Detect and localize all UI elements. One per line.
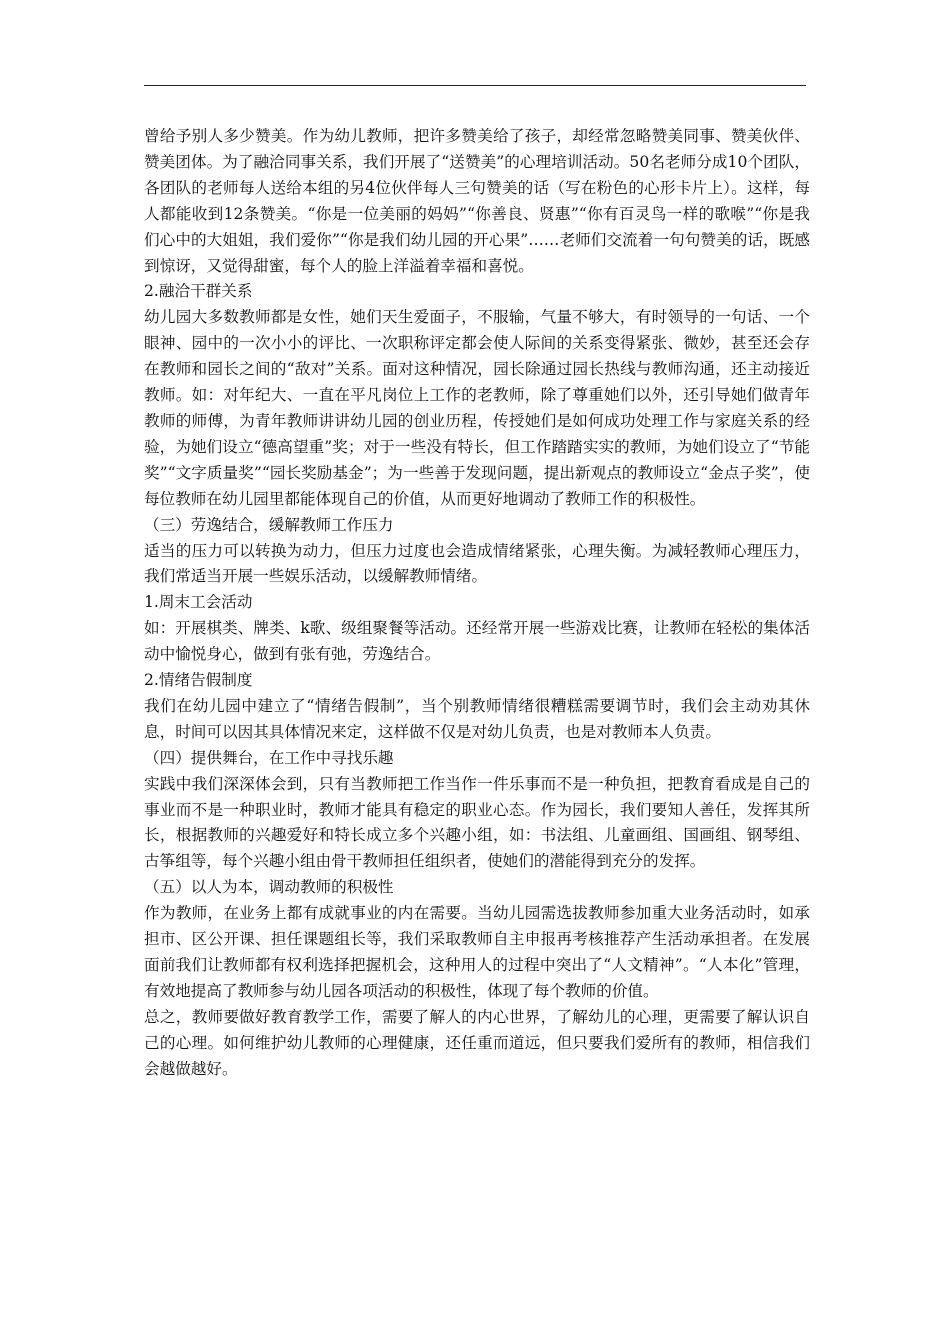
paragraph-praise-activity: 曾给予别人多少赞美。作为幼儿教师，把许多赞美给了孩子，却经常忽略赞美同事、赞美伙伴、赞美团体。为了融洽同事关系，我们开展了“送赞美”的心理培训活动。50名老师分成10个团队，各团队的老师每人送给本组的另4位伙伴每人三句赞美的话（写在粉色的心形卡片上）。这样，每人都能收到12条赞美。“你是一位美丽的妈妈”“你善良、贤惠”“你有百灵鸟一样的歌喉”“你是我们心中的大姐姐，我们爱你”“你是我们幼儿园的开心果”……老师们交流着一句句赞美的话，既感到惊讶，又觉得甜蜜，每个人的脸上洋溢着幸福和喜悦。 xyxy=(144,127,810,275)
header-rule xyxy=(144,85,806,86)
subheading-weekend-activities: 1.周末工会活动 xyxy=(144,593,253,612)
paragraph-conclusion: 总之，教师要做好教育教学工作，需要了解人的内心世界，了解幼儿的心理，更需要了解认识自己的心理。如何维护幼儿教师的心理健康，还任重而道远，但只要我们爱所有的教师，相信我们会越做越好。 xyxy=(144,1007,810,1078)
section-heading-stage: （四）提供舞台，在工作中寻找乐趣 xyxy=(144,748,394,767)
section-heading-work-pressure: （三）劳逸结合，缓解教师工作压力 xyxy=(144,515,394,534)
paragraph-work-pressure: 适当的压力可以转换为动力，但压力过度也会造成情绪紧张，心理失衡。为减轻教师心理压力，我们常适当开展一些娱乐活动，以缓解教师情绪。 xyxy=(144,541,810,586)
paragraph-stage: 实践中我们深深体会到，只有当教师把工作当作一件乐事而不是一种负担，把教育看成是自己的事业而不是一种职业时，教师才能具有稳定的职业心态。作为园长，我们要知人善任，发挥其所长，根据教师的兴趣爱好和特长成立多个兴趣小组，如：书法组、儿童画组、国画组、钢琴组、古筝组等，每个兴趣小组由骨干教师担任组织者，使她们的潜能得到充分的发挥。 xyxy=(144,774,810,871)
section-heading-people-oriented: （五）以人为本，调动教师的积极性 xyxy=(144,878,394,897)
paragraph-people-oriented: 作为教师，在业务上都有成就事业的内在需要。当幼儿园需选拔教师参加重大业务活动时，如承担市、区公开课、担任课题组长等，我们采取教师自主申报再考核推荐产生活动承担者。在发展面前我们让教师都有权利选择把握机会，这种用人的过程中突出了“人文精神”。“人本化”管理，有效地提高了教师参与幼儿园各项活动的积极性，体现了每个教师的价值。 xyxy=(144,904,810,1000)
document-body xyxy=(144,124,810,1083)
subheading-emotion-leave: 2.情绪告假制度 xyxy=(144,671,253,690)
paragraph-cadre-relations: 幼儿园大多数教师都是女性，她们天生爱面子，不服输，气量不够大，有时领导的一句话、一个眼神、园中的一次小小的评比、一次职称评定都会使人际间的关系变得紧张、微妙，甚至还会存在教师和园长之间的“敌对”关系。面对这种情况，园长除通过园长热线与教师沟通，还主动接近教师。如：对年纪大、一直在平凡岗位上工作的老教师，除了尊重她们以外，还引导她们做青年教师的师傅，为青年教师讲讲幼儿园的创业历程，传授她们是如何成功处理工作与家庭关系的经验，为她们设立“德高望重”奖；对于一些没有特长，但工作踏踏实实的教师，为她们设立了“节能奖”“文字质量奖”“园长奖励基金”；为一些善于发现问题，提出新观点的教师设立“金点子奖”，使每位教师在幼儿园里都能体现自己的价值，从而更好地调动了教师工作的积极性。 xyxy=(144,308,810,508)
subheading-cadre-relations: 2.融洽干群关系 xyxy=(144,282,253,301)
paragraph-weekend-activities: 如：开展棋类、牌类、k歌、级组聚餐等活动。还经常开展一些游戏比赛，让教师在轻松的集体活动中愉悦身心，做到有张有弛，劳逸结合。 xyxy=(144,619,810,664)
paragraph-emotion-leave: 我们在幼儿园中建立了“情绪告假制”，当个别教师情绪很糟糕需要调节时，我们会主动劝其休息，时间可以因其具体情况来定，这样做不仅是对幼儿负责，也是对教师本人负责。 xyxy=(144,696,810,741)
